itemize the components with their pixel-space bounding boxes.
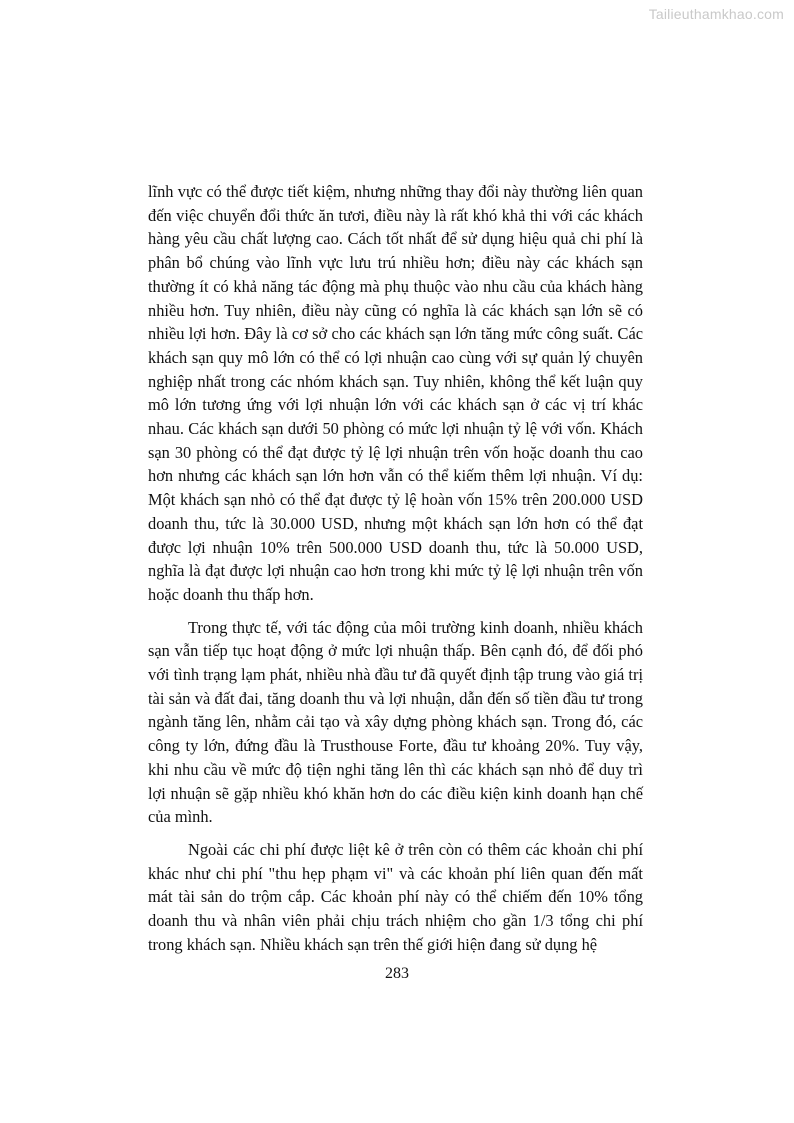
- paragraph-other-costs: Ngoài các chi phí được liệt kê ở trên còn có thêm các khoản chi phí khác như chi phí "thu hẹp phạm vi" và các khoản phí liên quan đến mất mát tài sản do trộm cắp. Các khoản phí này có thể chiếm đến 10% tổng doanh thu và nhân viên phải chịu trách nhiệm cho gần 1/3 tổng chi phí trong khách sạn. Nhiều khách sạn trên thế giới hiện đang sử dụng hệ: [148, 839, 643, 954]
- site-watermark: Tailieuthamkhao.com: [648, 6, 784, 22]
- document-body: [148, 180, 643, 966]
- page-number: 283: [385, 965, 409, 982]
- paragraph-continuation: lĩnh vực có thể được tiết kiệm, nhưng những thay đổi này thường liên quan đến việc chuyển đổi thức ăn tươi, điều này là rất khó khả thi với các khách hàng yêu cầu chất lượng cao. Cách tốt nhất để sử dụng hiệu quả chi phí là phân bổ chúng vào lĩnh vực lưu trú nhiều hơn; điều này các khách sạn thường ít có khả năng tác động mà phụ thuộc vào nhu cầu của khách hàng nhiều hơn. Tuy nhiên, điều này cũng có nghĩa là các khách sạn lớn sẽ có nhiều lợi hơn. Đây là cơ sở cho các khách sạn lớn tăng mức công suất. Các khách sạn quy mô lớn có thể có lợi nhuận cao cùng với sự quản lý chuyên nghiệp nhất trong các nhóm khách sạn. Tuy nhiên, không thể kết luận quy mô lớn tương ứng với lợi nhuận lớn với các khách sạn ở các vị trí khác nhau. Các khách sạn dưới 50 phòng có mức lợi nhuận tỷ lệ với vốn. Khách sạn 30 phòng có thể đạt được tỷ lệ lợi nhuận trên vốn hoặc doanh thu cao hơn nhưng các khách sạn lớn hơn vẫn có thể kiếm thêm lợi nhuận. Ví dụ: Một khách sạn nhỏ có thể đạt được tỷ lệ hoàn vốn 15% trên 200.000 USD doanh thu, tức là 30.000 USD, nhưng một khách sạn lớn hơn có thể đạt được lợi nhuận 10% trên 500.000 USD doanh thu, tức là 50.000 USD, nghĩa là đạt được lợi nhuận cao hơn trong khi mức tỷ lệ lợi nhuận trên vốn hoặc doanh thu thấp hơn.: [148, 182, 643, 604]
- paragraph-business-environment: Trong thực tế, với tác động của môi trường kinh doanh, nhiều khách sạn vẫn tiếp tục hoạt động ở mức lợi nhuận thấp. Bên cạnh đó, để đối phó với tình trạng lạm phát, nhiều nhà đầu tư đã quyết định tập trung vào giá trị tài sản và đất đai, tăng doanh thu và lợi nhuận, dẫn đến số tiền đầu tư trong ngành tăng lên, nhằm cải tạo và xây dựng phòng khách sạn. Trong đó, các công ty lớn, đứng đầu là Trusthouse Forte, đầu tư khoảng 20%. Tuy vậy, khi nhu cầu về mức độ tiện nghi tăng lên thì các khách sạn nhỏ để duy trì lợi nhuận sẽ gặp nhiều khó khăn hơn do các điều kiện kinh doanh hạn chế của mình.: [148, 617, 643, 827]
